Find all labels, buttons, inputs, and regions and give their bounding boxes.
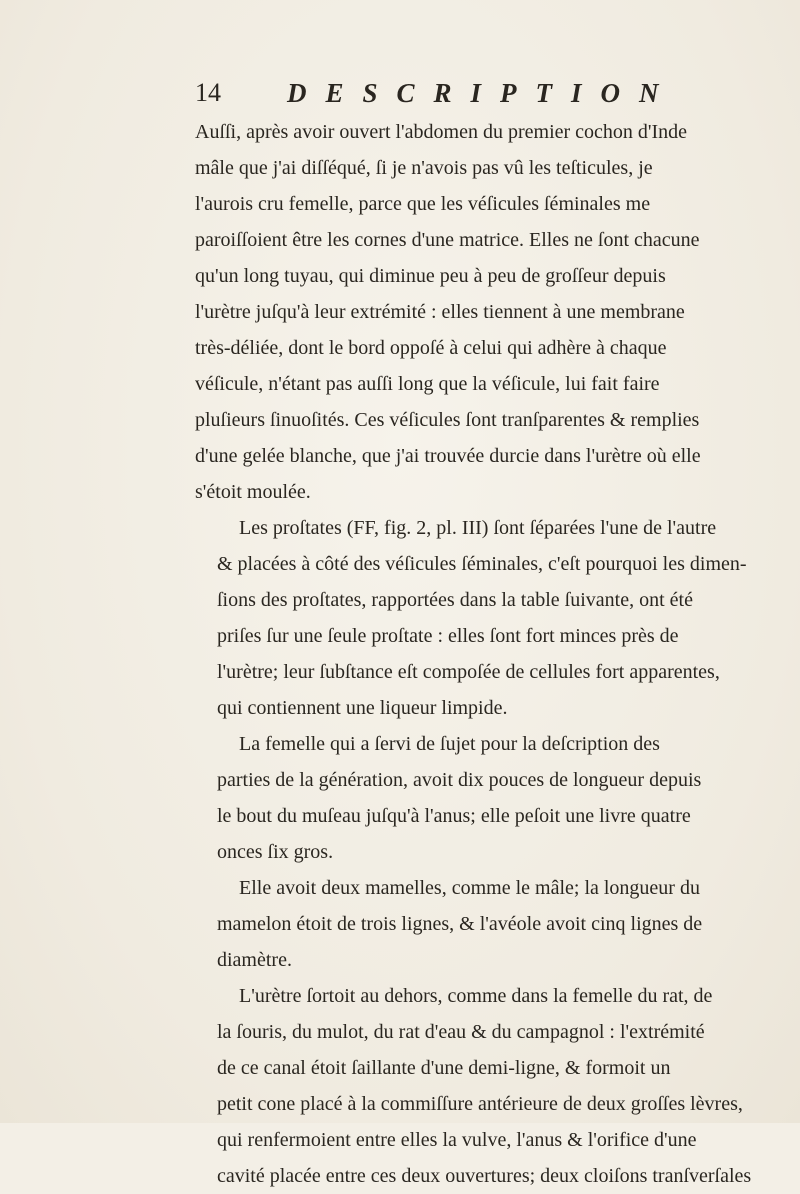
text-line: la ſouris, du mulot, du rat d'eau & du campagnol : l'extrémité [217,1021,705,1043]
text-line: d'une gelée blanche, que j'ai trouvée durcie dans l'urètre où elle [195,445,701,467]
text-line: parties de la génération, avoit dix pouces de longueur depuis [217,769,702,791]
text-line: diamètre. [217,949,292,971]
text-line: s'étoit moulée. [195,481,311,503]
text-line: véſicule, n'étant pas auſſi long que la véſicule, lui fait faire [195,373,660,395]
text-line: Les proſtates (FF, fig. 2, pl. III) ſont ſéparées l'une de l'autre [239,517,717,539]
paragraph [195,510,747,726]
text-line: pluſieurs ſinuoſités. Ces véſicules ſont tranſparentes & remplies [195,409,700,431]
text-line: l'urètre; leur ſubſtance eſt compoſée de cellules fort apparentes, [217,661,720,683]
text-line: de ce canal étoit ſaillante d'une demi-ligne, & formoit un [217,1057,671,1079]
text-line: qu'un long tuyau, qui diminue peu à peu de groſſeur depuis [195,265,666,287]
paragraph [195,870,703,978]
text-line: Auſſi, après avoir ouvert l'abdomen du premier cochon d'Inde [195,121,688,143]
text-line: paroiſſoient être les cornes d'une matrice. Elles ne ſont chacune [195,229,700,251]
text-line: qui renfermoient entre elles la vulve, l'anus & l'orifice d'une [217,1129,697,1151]
text-line: La femelle qui a ſervi de ſujet pour la deſcription des [239,733,660,755]
paragraph [195,726,702,870]
text-line: le bout du muſeau juſqu'à l'anus; elle peſoit une livre quatre [217,805,691,827]
paragraph [195,114,701,510]
body-text [195,114,752,1194]
text-line: mamelon étoit de trois lignes, & l'avéole avoit cinq lignes de [217,913,703,935]
text-line: L'urètre ſortoit au dehors, comme dans la femelle du rat, de [239,985,713,1007]
running-head [195,78,678,118]
page-number: 14 [195,78,221,107]
text-line: l'urètre juſqu'à leur extrémité : elles tiennent à une membrane [195,301,685,323]
text-line: Elle avoit deux mamelles, comme le mâle; la longueur du [239,877,700,899]
running-title: DESCRIPTION [287,78,678,108]
text-line: & placées à côté des véſicules ſéminales, c'eſt pourquoi les dimen- [217,553,747,575]
text-line: cavité placée entre ces deux ouvertures; deux cloiſons tranſverſales [217,1165,752,1187]
text-line: l'aurois cru femelle, parce que les véſicules ſéminales me [195,193,651,215]
text-line: onces ſix gros. [217,841,334,863]
paragraph [195,978,752,1194]
text-line: qui contiennent une liqueur limpide. [217,697,508,719]
text-line: petit cone placé à la commiſſure antérieure de deux groſſes lèvres, [217,1093,743,1115]
text-line: ſions des proſtates, rapportées dans la table ſuivante, ont été [217,589,693,611]
text-line: priſes ſur une ſeule proſtate : elles ſont fort minces près de [217,625,679,647]
text-line: très-déliée, dont le bord oppoſé à celui qui adhère à chaque [195,337,667,359]
text-line: mâle que j'ai diſſéqué, ſi je n'avois pas vû les teſticules, je [195,157,653,179]
